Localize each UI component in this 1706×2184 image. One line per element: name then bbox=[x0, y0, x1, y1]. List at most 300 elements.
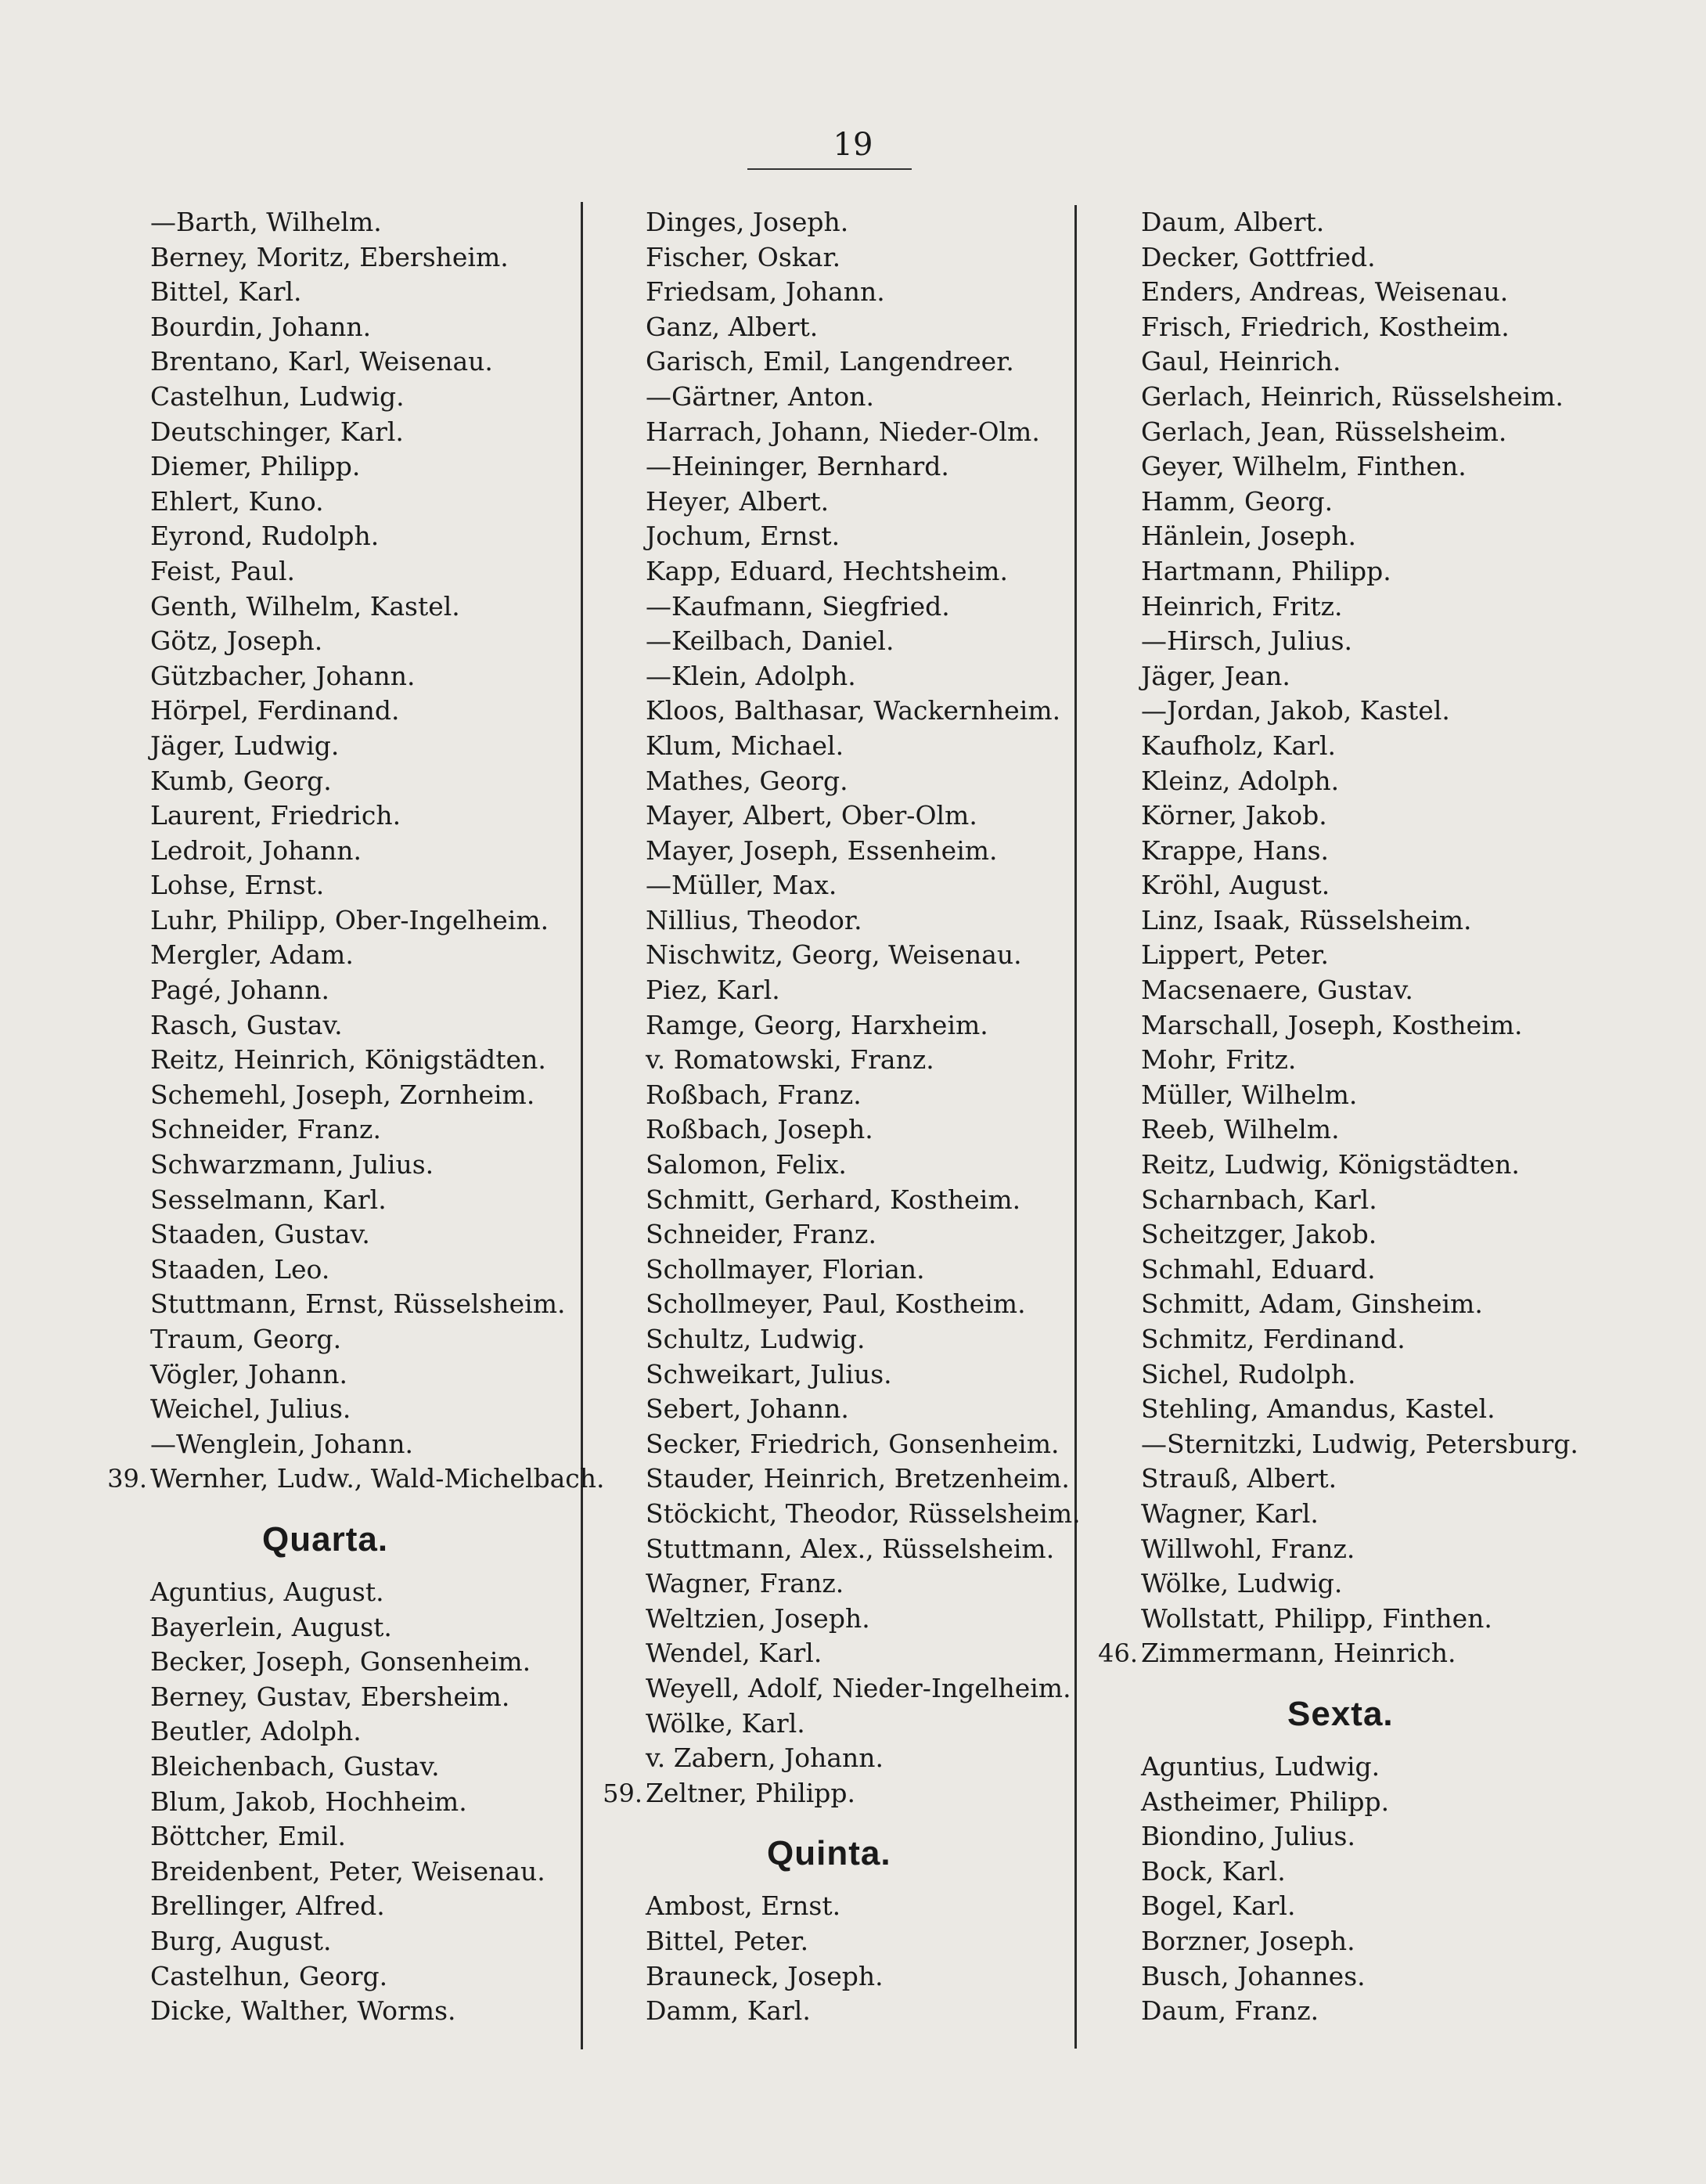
list-entry bbox=[102, 798, 579, 834]
list-entry bbox=[1096, 1392, 1596, 1427]
header-rule bbox=[747, 168, 912, 170]
list-entry bbox=[603, 449, 1072, 485]
entry-name: Rasch, Gustav. bbox=[150, 1009, 343, 1040]
column-divider-left bbox=[581, 202, 583, 2049]
list-entry bbox=[102, 868, 579, 903]
entry-name: Bock, Karl. bbox=[1141, 1855, 1286, 1887]
entry-name: Schmitz, Ferdinand. bbox=[1141, 1324, 1405, 1354]
list-entry bbox=[603, 1924, 1072, 1959]
entry-name: Schollmeyer, Paul, Kostheim. bbox=[646, 1288, 1026, 1320]
entry-name: Astheimer, Philipp. bbox=[1141, 1786, 1390, 1817]
list-entry bbox=[102, 694, 579, 729]
entry-name: Daum, Albert. bbox=[1141, 207, 1325, 237]
entry-count: 39. bbox=[107, 1464, 147, 1494]
list-entry bbox=[102, 973, 579, 1008]
entry-name: Gerlach, Jean, Rüsselsheim. bbox=[1141, 416, 1507, 447]
list-entry bbox=[102, 380, 579, 415]
list-entry bbox=[603, 589, 1072, 625]
list-entry bbox=[102, 1392, 579, 1427]
entry-name: Bittel, Karl. bbox=[150, 276, 302, 308]
entry-name: Müller, Wilhelm. bbox=[1141, 1079, 1358, 1110]
list-entry bbox=[102, 1785, 579, 1820]
entry-name: Biondino, Julius. bbox=[1141, 1821, 1355, 1852]
entry-name: Reitz, Heinrich, Königstädten. bbox=[150, 1044, 546, 1076]
entry-name: Dicke, Walther, Worms. bbox=[150, 1995, 456, 2027]
list-entry bbox=[102, 1610, 579, 1645]
entry-name: Schemehl, Joseph, Zornheim. bbox=[150, 1079, 535, 1110]
list-entry bbox=[102, 1854, 579, 1890]
list-entry bbox=[102, 1645, 579, 1680]
entry-name: Schollmayer, Florian. bbox=[646, 1253, 925, 1285]
list-entry bbox=[1096, 1148, 1596, 1183]
entry-name: Schwarzmann, Julius. bbox=[150, 1149, 434, 1180]
list-entry bbox=[603, 1994, 1072, 2029]
list-entry bbox=[102, 1112, 579, 1148]
list-entry bbox=[102, 1217, 579, 1252]
list-entry bbox=[603, 1287, 1072, 1322]
entry-name: —Sternitzki, Ludwig, Petersburg. bbox=[1141, 1428, 1578, 1459]
list-entry bbox=[1096, 1785, 1596, 1820]
list-entry bbox=[1096, 1994, 1596, 2029]
entry-name: Diemer, Philipp. bbox=[150, 451, 361, 482]
list-entry bbox=[1096, 1287, 1596, 1322]
page-number: 19 bbox=[833, 127, 873, 163]
list-entry bbox=[603, 1078, 1072, 1113]
list-entry bbox=[603, 275, 1072, 310]
list-entry bbox=[603, 729, 1072, 764]
list-entry bbox=[1096, 1532, 1596, 1567]
entry-name: Krappe, Hans. bbox=[1141, 834, 1329, 866]
list-entry bbox=[102, 1461, 605, 1497]
entry-name: Genth, Wilhelm, Kastel. bbox=[150, 590, 460, 622]
entry-name: Hamm, Georg. bbox=[1141, 485, 1333, 517]
entry-name: Staaden, Gustav. bbox=[150, 1219, 370, 1250]
list-entry bbox=[1096, 240, 1596, 276]
entry-name: Decker, Gottfried. bbox=[1141, 241, 1376, 272]
entry-name: Scharnbach, Karl. bbox=[1141, 1184, 1377, 1215]
list-entry bbox=[102, 1959, 579, 1995]
list-entry bbox=[1096, 903, 1596, 939]
entry-name: Reeb, Wilhelm. bbox=[1141, 1114, 1340, 1145]
list-entry bbox=[1096, 1959, 1596, 1995]
entry-name: Stauder, Heinrich, Bretzenheim. bbox=[646, 1463, 1070, 1494]
entry-name: Frisch, Friedrich, Kostheim. bbox=[1141, 311, 1510, 342]
entry-name: Götz, Joseph. bbox=[150, 625, 323, 657]
entry-name: Fischer, Oskar. bbox=[646, 241, 841, 272]
entry-name: Lohse, Ernst. bbox=[150, 870, 325, 901]
list-entry bbox=[1096, 380, 1596, 415]
list-entry bbox=[102, 1043, 579, 1078]
entry-name: Weyell, Adolf, Nieder-Ingelheim. bbox=[646, 1672, 1071, 1703]
entry-name: Bayerlein, August. bbox=[150, 1611, 392, 1642]
list-entry bbox=[102, 903, 579, 939]
list-entry bbox=[1096, 1008, 1596, 1043]
list-entry bbox=[603, 1959, 1072, 1995]
entry-name: Kaufholz, Karl. bbox=[1141, 730, 1336, 761]
entry-name: Garisch, Emil, Langendreer. bbox=[646, 346, 1014, 377]
list-entry bbox=[603, 1322, 1072, 1357]
list-entry bbox=[1096, 1750, 1596, 1785]
entry-name: Damm, Karl. bbox=[646, 1995, 811, 2027]
entry-name: Daum, Franz. bbox=[1141, 1995, 1319, 2027]
list-entry bbox=[102, 485, 579, 520]
entry-name: Jäger, Ludwig. bbox=[150, 730, 340, 761]
column-3 bbox=[1096, 205, 1596, 2029]
list-entry bbox=[1096, 554, 1596, 589]
list-entry bbox=[603, 1043, 1072, 1078]
list-entry bbox=[603, 624, 1072, 659]
list-entry bbox=[102, 659, 579, 694]
list-entry bbox=[1096, 624, 1596, 659]
entry-name: Hartmann, Philipp. bbox=[1141, 555, 1391, 586]
entry-name: Castelhun, Ludwig. bbox=[150, 380, 405, 412]
list-entry bbox=[102, 624, 579, 659]
list-entry bbox=[102, 1357, 579, 1393]
list-entry bbox=[1096, 1112, 1596, 1148]
list-entry bbox=[102, 344, 579, 380]
entry-name: Böttcher, Emil. bbox=[150, 1821, 347, 1852]
list-entry bbox=[603, 554, 1072, 589]
entry-name: Deutschinger, Karl. bbox=[150, 416, 404, 447]
list-entry bbox=[603, 344, 1072, 380]
list-entry bbox=[1096, 1889, 1596, 1924]
entry-name: Schmitt, Adam, Ginsheim. bbox=[1141, 1288, 1483, 1320]
list-entry bbox=[102, 519, 579, 554]
list-entry bbox=[1096, 415, 1596, 450]
entry-name: Wendel, Karl. bbox=[646, 1638, 822, 1669]
entry-name bbox=[107, 1463, 605, 1494]
entry-name: Gerlach, Heinrich, Rüsselsheim. bbox=[1141, 380, 1564, 412]
column-2 bbox=[603, 205, 1081, 2029]
entry-name: Gaul, Heinrich. bbox=[1141, 346, 1341, 377]
list-entry bbox=[102, 240, 579, 276]
list-entry bbox=[603, 1671, 1072, 1706]
entry-name: Ledroit, Johann. bbox=[150, 834, 362, 866]
list-entry bbox=[102, 1427, 579, 1462]
list-entry bbox=[102, 449, 579, 485]
entry-name: Enders, Andreas, Weisenau. bbox=[1141, 276, 1509, 308]
entry-text: Zeltner, Philipp. bbox=[646, 1777, 856, 1808]
list-entry bbox=[603, 938, 1072, 973]
entry-name: Berney, Moritz, Ebersheim. bbox=[150, 241, 509, 272]
list-entry bbox=[102, 1924, 579, 1959]
list-entry bbox=[102, 1148, 579, 1183]
section-heading: Sexta. bbox=[1287, 1694, 1394, 1733]
list-entry bbox=[603, 1741, 1072, 1776]
entry-name: Willwohl, Franz. bbox=[1141, 1533, 1355, 1564]
list-entry bbox=[102, 834, 579, 869]
entry-name: Bittel, Peter. bbox=[646, 1925, 809, 1956]
entry-name: Heyer, Albert. bbox=[646, 485, 830, 517]
list-entry bbox=[1096, 310, 1596, 345]
list-entry bbox=[603, 798, 1072, 834]
entry-name bbox=[603, 1777, 856, 1808]
entry-name: Scheitzger, Jakob. bbox=[1141, 1219, 1377, 1250]
entry-name: Schweikart, Julius. bbox=[646, 1358, 892, 1389]
entry-name: Ganz, Albert. bbox=[646, 311, 819, 342]
entry-name: Mayer, Joseph, Essenheim. bbox=[646, 834, 998, 866]
list-entry bbox=[603, 694, 1072, 729]
entry-name: Bleichenbach, Gustav. bbox=[150, 1750, 440, 1782]
entry-name: Borzner, Joseph. bbox=[1141, 1925, 1355, 1956]
list-entry bbox=[603, 973, 1072, 1008]
list-entry bbox=[1096, 1078, 1596, 1113]
list-entry bbox=[1096, 1043, 1596, 1078]
entry-name: —Keilbach, Daniel. bbox=[646, 625, 894, 657]
list-entry bbox=[603, 1461, 1072, 1497]
entry-name: —Klein, Adolph. bbox=[646, 660, 856, 691]
entry-count: 46. bbox=[1098, 1638, 1138, 1669]
list-entry bbox=[603, 1252, 1072, 1288]
list-entry bbox=[603, 240, 1072, 276]
entry-name: Kumb, Georg. bbox=[150, 765, 332, 796]
entry-name: Kapp, Eduard, Hechtsheim. bbox=[646, 555, 1008, 586]
entry-name: Kröhl, August. bbox=[1141, 870, 1330, 901]
list-entry bbox=[1096, 1497, 1596, 1532]
list-entry bbox=[603, 868, 1072, 903]
entry-name: Macsenaere, Gustav. bbox=[1141, 975, 1413, 1006]
entry-name: Jäger, Jean. bbox=[1141, 660, 1290, 691]
list-entry bbox=[102, 1252, 579, 1288]
entry-name: Ehlert, Kuno. bbox=[150, 485, 324, 517]
list-entry bbox=[603, 834, 1072, 869]
list-entry bbox=[1096, 938, 1596, 973]
entry-name: Beutler, Adolph. bbox=[150, 1716, 362, 1747]
list-entry bbox=[1096, 1217, 1596, 1252]
entry-name: Sebert, Johann. bbox=[646, 1393, 849, 1425]
list-entry bbox=[102, 729, 579, 764]
list-entry bbox=[1096, 729, 1596, 764]
entry-name: Mergler, Adam. bbox=[150, 939, 354, 971]
list-entry bbox=[1096, 344, 1596, 380]
entry-name: —Müller, Max. bbox=[646, 870, 837, 901]
list-entry bbox=[603, 1183, 1072, 1218]
list-entry bbox=[102, 1322, 579, 1357]
column-1 bbox=[102, 205, 605, 2029]
entry-name: Marschall, Joseph, Kostheim. bbox=[1141, 1009, 1523, 1040]
entry-name: Vögler, Johann. bbox=[150, 1358, 348, 1389]
entry-name: Schultz, Ludwig. bbox=[646, 1324, 866, 1354]
list-entry bbox=[1096, 275, 1596, 310]
list-entry bbox=[1096, 973, 1596, 1008]
list-entry bbox=[1096, 1322, 1596, 1357]
entry-name: Wölke, Karl. bbox=[646, 1707, 805, 1739]
entry-name: Reitz, Ludwig, Königstädten. bbox=[1141, 1149, 1520, 1180]
entry-name: Friedsam, Johann. bbox=[646, 276, 885, 308]
list-entry bbox=[603, 1889, 1072, 1924]
list-entry bbox=[1096, 659, 1596, 694]
entry-name: Laurent, Friedrich. bbox=[150, 800, 401, 831]
list-entry bbox=[1096, 205, 1596, 240]
entry-name: Körner, Jakob. bbox=[1141, 800, 1327, 831]
list-entry bbox=[1096, 485, 1596, 520]
list-entry bbox=[102, 1287, 579, 1322]
entry-name: Sichel, Rudolph. bbox=[1141, 1358, 1356, 1389]
entry-name: Klum, Michael. bbox=[646, 730, 844, 761]
entry-name: Brentano, Karl, Weisenau. bbox=[150, 346, 493, 377]
list-entry bbox=[603, 1566, 1072, 1602]
entry-name: Gützbacher, Johann. bbox=[150, 660, 416, 691]
entry-name: Brauneck, Joseph. bbox=[646, 1960, 884, 1991]
list-entry bbox=[603, 1008, 1072, 1043]
list-entry bbox=[603, 1706, 1072, 1742]
entry-name: Traum, Georg. bbox=[150, 1324, 342, 1354]
entry-name: Nillius, Theodor. bbox=[646, 904, 862, 935]
list-entry bbox=[603, 903, 1072, 939]
list-entry bbox=[1096, 694, 1596, 729]
entry-name: Stuttmann, Ernst, Rüsselsheim. bbox=[150, 1288, 566, 1320]
list-entry bbox=[102, 415, 579, 450]
list-entry bbox=[603, 205, 1072, 240]
list-entry bbox=[102, 764, 579, 799]
list-entry bbox=[102, 1714, 579, 1750]
list-entry bbox=[102, 1889, 579, 1924]
entry-name: Feist, Paul. bbox=[150, 555, 296, 586]
entry-name: Kleinz, Adolph. bbox=[1141, 765, 1340, 796]
list-entry bbox=[603, 1357, 1072, 1393]
entry-name: Kloos, Balthasar, Wackernheim. bbox=[646, 695, 1061, 726]
list-entry bbox=[1096, 1636, 1596, 1671]
list-entry bbox=[1096, 1357, 1596, 1393]
entry-name: —Gärtner, Anton. bbox=[646, 380, 874, 412]
entry-name: Stöckicht, Theodor, Rüsselsheim. bbox=[646, 1497, 1081, 1529]
list-entry bbox=[102, 1008, 579, 1043]
entry-name: Linz, Isaak, Rüsselsheim. bbox=[1141, 904, 1472, 935]
list-entry bbox=[603, 764, 1072, 799]
entry-name: —Jordan, Jakob, Kastel. bbox=[1141, 695, 1450, 726]
list-entry bbox=[1096, 1183, 1596, 1218]
entry-name: Dinges, Joseph. bbox=[646, 207, 849, 237]
list-entry bbox=[1096, 1819, 1596, 1854]
entry-name: Jochum, Ernst. bbox=[646, 521, 840, 552]
entry-name: Stuttmann, Alex., Rüsselsheim. bbox=[646, 1533, 1055, 1564]
list-entry bbox=[102, 589, 579, 625]
list-entry bbox=[1096, 868, 1596, 903]
list-entry bbox=[603, 1602, 1072, 1637]
entry-name: Schneider, Franz. bbox=[150, 1114, 381, 1145]
entry-name: Busch, Johannes. bbox=[1141, 1960, 1366, 1991]
entry-name: Nischwitz, Georg, Weisenau. bbox=[646, 939, 1022, 971]
list-entry bbox=[603, 1636, 1072, 1671]
list-entry bbox=[102, 1994, 579, 2029]
list-entry bbox=[603, 659, 1072, 694]
list-entry bbox=[603, 1148, 1072, 1183]
entry-name: Aguntius, Ludwig. bbox=[1141, 1750, 1380, 1782]
entry-name: Luhr, Philipp, Ober-Ingelheim. bbox=[150, 904, 549, 935]
entry-name: Mohr, Fritz. bbox=[1141, 1044, 1297, 1076]
entry-name: v. Zabern, Johann. bbox=[646, 1743, 884, 1774]
list-entry bbox=[102, 1819, 579, 1854]
list-entry bbox=[102, 1078, 579, 1113]
entry-name: Schneider, Franz. bbox=[646, 1219, 876, 1250]
list-entry bbox=[1096, 519, 1596, 554]
list-entry bbox=[1096, 589, 1596, 625]
list-entry bbox=[102, 1183, 579, 1218]
list-entry bbox=[603, 485, 1072, 520]
entry-name: Ramge, Georg, Harxheim. bbox=[646, 1009, 988, 1040]
entry-name: Eyrond, Rudolph. bbox=[150, 521, 380, 552]
entry-name bbox=[1098, 1638, 1456, 1669]
list-entry bbox=[1096, 1461, 1596, 1497]
list-entry bbox=[1096, 1427, 1596, 1462]
entry-name: Ambost, Ernst. bbox=[646, 1890, 841, 1922]
entry-name: Schmitt, Gerhard, Kostheim. bbox=[646, 1184, 1021, 1215]
list-entry bbox=[1096, 1566, 1596, 1602]
list-entry bbox=[1096, 1854, 1596, 1890]
entry-name: Pagé, Johann. bbox=[150, 975, 330, 1006]
entry-name: Strauß, Albert. bbox=[1141, 1463, 1337, 1494]
entry-name: Wagner, Franz. bbox=[646, 1568, 844, 1599]
entry-name: Castelhun, Georg. bbox=[150, 1960, 388, 1991]
list-entry bbox=[603, 380, 1072, 415]
entry-name: Brellinger, Alfred. bbox=[150, 1890, 385, 1922]
entry-name: Weichel, Julius. bbox=[150, 1393, 351, 1425]
entry-name: Burg, August. bbox=[150, 1925, 332, 1956]
list-entry bbox=[102, 1680, 579, 1715]
list-entry bbox=[102, 205, 579, 240]
entry-name: Salomon, Felix. bbox=[646, 1149, 847, 1180]
column-divider-right bbox=[1074, 205, 1077, 2049]
entry-name: Lippert, Peter. bbox=[1141, 939, 1329, 971]
list-entry bbox=[102, 554, 579, 589]
list-entry bbox=[603, 1497, 1081, 1532]
entry-name: Wagner, Karl. bbox=[1141, 1497, 1319, 1529]
entry-name: —Hirsch, Julius. bbox=[1141, 625, 1353, 657]
list-entry bbox=[603, 1217, 1072, 1252]
entry-name: Breidenbent, Peter, Weisenau. bbox=[150, 1855, 545, 1887]
list-entry bbox=[1096, 834, 1596, 869]
entry-name: Staaden, Leo. bbox=[150, 1253, 330, 1285]
entry-name: Roßbach, Joseph. bbox=[646, 1114, 873, 1145]
list-entry bbox=[1096, 1924, 1596, 1959]
entry-name: Stehling, Amandus, Kastel. bbox=[1141, 1393, 1495, 1425]
entry-name: Hänlein, Joseph. bbox=[1141, 521, 1357, 552]
entry-name: Hörpel, Ferdinand. bbox=[150, 695, 400, 726]
entry-name: —Barth, Wilhelm. bbox=[150, 207, 382, 237]
list-entry bbox=[603, 1532, 1072, 1567]
entry-name: Schmahl, Eduard. bbox=[1141, 1253, 1376, 1285]
list-entry bbox=[102, 1750, 579, 1785]
entry-name: Mathes, Georg. bbox=[646, 765, 848, 796]
list-entry bbox=[102, 938, 579, 973]
section-heading: Quarta. bbox=[262, 1519, 389, 1559]
list-entry bbox=[102, 1575, 579, 1610]
entry-name: v. Romatowski, Franz. bbox=[646, 1044, 934, 1076]
list-entry bbox=[603, 310, 1072, 345]
entry-name: Heinrich, Fritz. bbox=[1141, 590, 1343, 622]
entry-name: Wollstatt, Philipp, Finthen. bbox=[1141, 1602, 1492, 1634]
list-entry bbox=[603, 1427, 1072, 1462]
list-entry bbox=[1096, 798, 1596, 834]
list-entry bbox=[603, 1112, 1072, 1148]
entry-name: Bogel, Karl. bbox=[1141, 1890, 1296, 1922]
entry-name: Blum, Jakob, Hochheim. bbox=[150, 1786, 467, 1817]
list-entry bbox=[1096, 1252, 1596, 1288]
entry-name: Geyer, Wilhelm, Finthen. bbox=[1141, 451, 1467, 482]
list-entry bbox=[603, 1392, 1072, 1427]
entry-name: Becker, Joseph, Gonsenheim. bbox=[150, 1646, 531, 1678]
entry-text: Zimmermann, Heinrich. bbox=[1141, 1638, 1456, 1669]
entry-name: Aguntius, August. bbox=[150, 1576, 384, 1607]
entry-name: Mayer, Albert, Ober-Olm. bbox=[646, 800, 977, 831]
entry-name: Secker, Friedrich, Gonsenheim. bbox=[646, 1428, 1060, 1459]
entry-name: Weltzien, Joseph. bbox=[646, 1602, 870, 1634]
list-entry bbox=[1096, 1602, 1596, 1637]
entry-count: 59. bbox=[603, 1778, 642, 1808]
entry-name: Berney, Gustav, Ebersheim. bbox=[150, 1681, 510, 1712]
list-entry bbox=[1096, 764, 1596, 799]
entry-name: Wölke, Ludwig. bbox=[1141, 1568, 1343, 1599]
